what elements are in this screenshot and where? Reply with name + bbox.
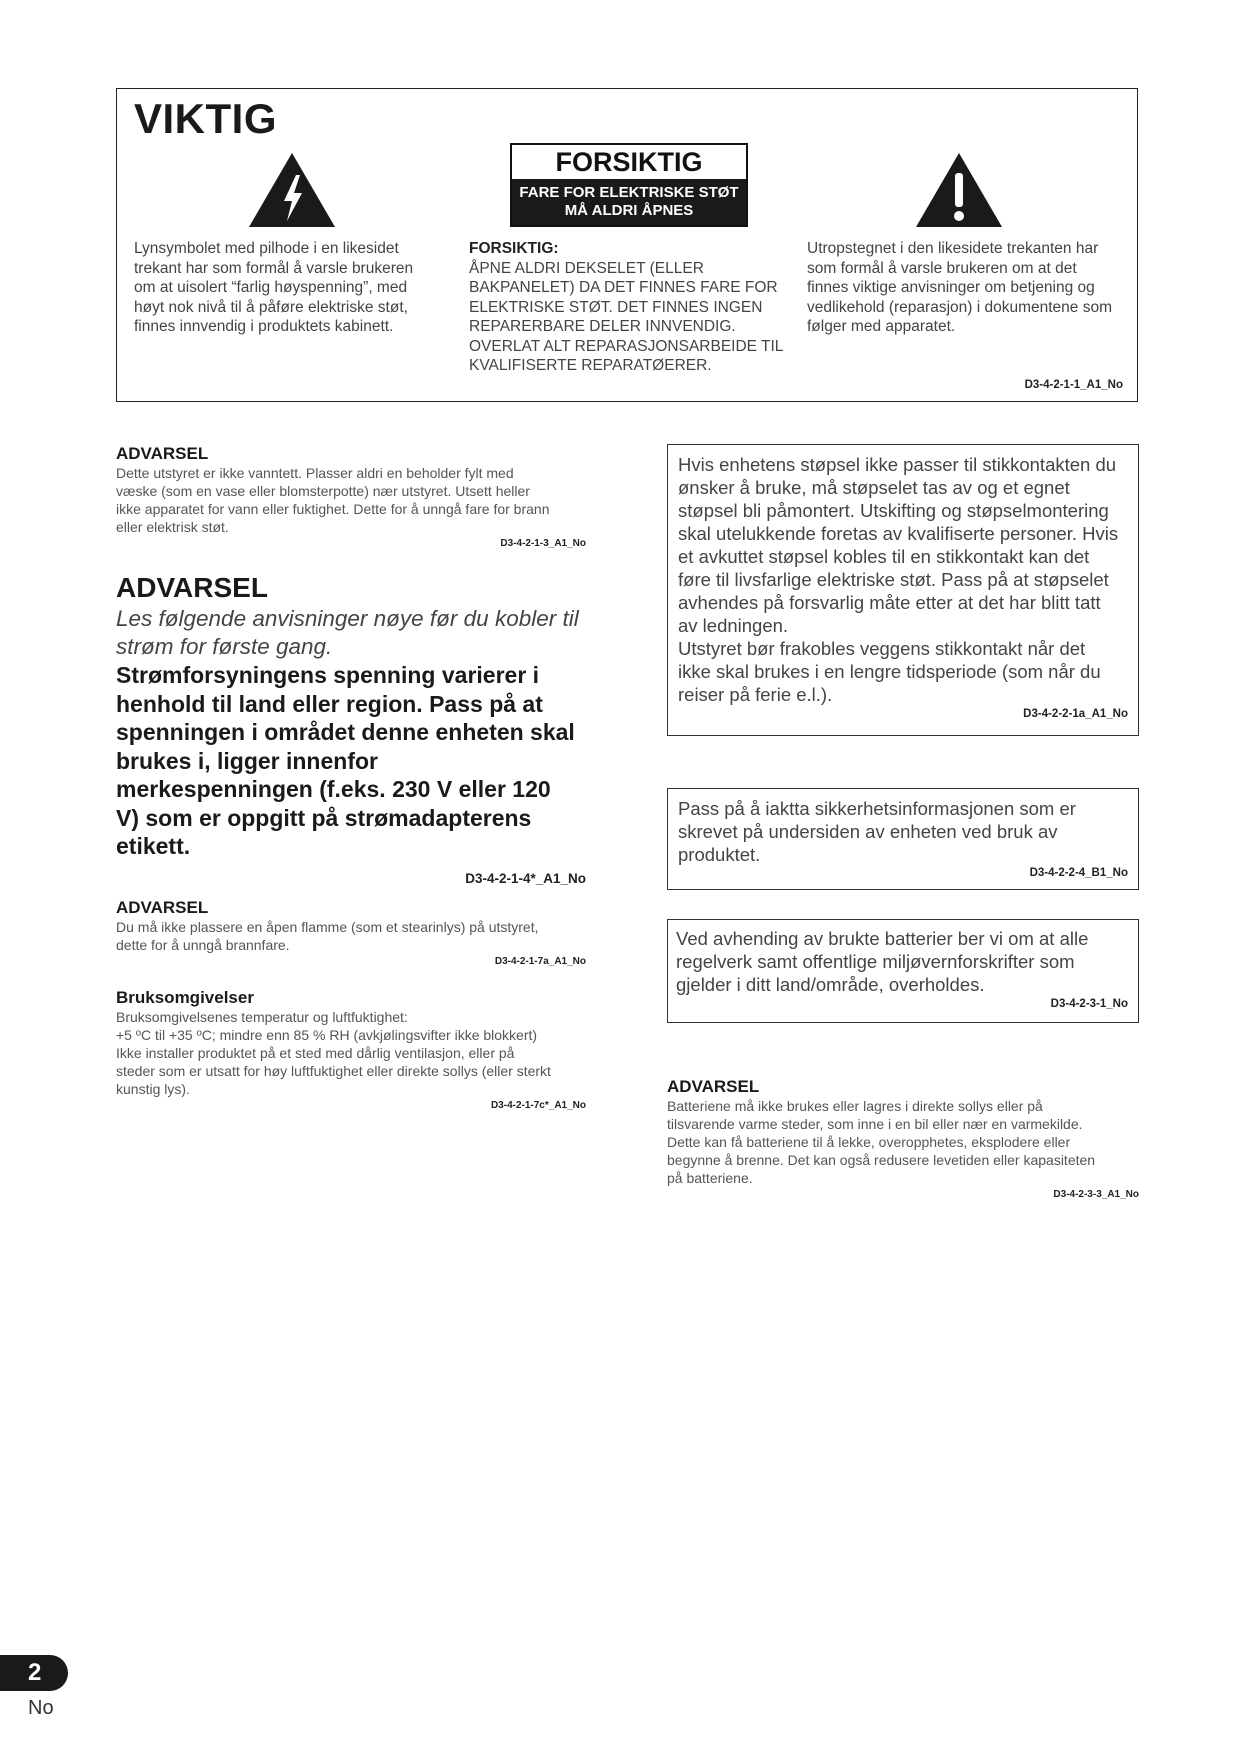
warning-voltage-heading: ADVARSEL — [116, 572, 268, 603]
viktig-code: D3-4-2-1-1_A1_No — [1024, 379, 1123, 391]
warning-voltage-code: D3-4-2-1-4*_A1_No — [465, 870, 586, 886]
battery-disposal-box — [667, 919, 1139, 1023]
operating-environment-text: Bruksomgivelsenes temperatur og luftfuktighet: +5 ºC til +35 ºC; mindre enn 85 % RH (avkjølingsvifter ikke blokkert) Ikke installer produktet på et sted med dårlig ventilasjon, eller på steder som er utsatt for høy luftfuktighet eller direkte sollys (eller sterkt kunstig lys). — [116, 1009, 551, 1097]
warning-battery-text: Batteriene må ikke brukes eller lagres i direkte sollys eller på tilsvarende varme steder, som inne i en bil eller nær en varmekilde. Dette kan få batteriene til å lekke, overopphetes, eksplodere eller begynne å brenne. Det kan også redusere levetiden eller kapasiteten på batteriene. — [667, 1098, 1096, 1186]
safety-info-box-text: Pass på å iaktta sikkerhetsinformasjonen som er skrevet på undersiden av enheten ved bruk av produktet. — [678, 798, 1076, 865]
safety-info-box-code: D3-4-2-2-4_B1_No — [1029, 867, 1128, 879]
warning-flame-heading: ADVARSEL — [116, 898, 209, 917]
page-language: No — [28, 1697, 54, 1719]
plug-box — [667, 444, 1139, 736]
page-number: 2 — [28, 1659, 42, 1686]
warning-water-heading: ADVARSEL — [116, 444, 209, 463]
forsiktig-sign — [510, 143, 748, 227]
operating-environment — [116, 988, 586, 1111]
lightning-description: Lynsymbolet med pilhode i en likesidet trekant har som formål å varsle brukeren om at uisolert “farlig høyspenning”, med høyt nok nivå til å påføre elektriske støt, finnes innvendig i produktets kabinett. — [134, 240, 414, 335]
warning-flame-code: D3-4-2-1-7a_A1_No — [494, 956, 586, 967]
warning-voltage-bold: Strømforsyningens spenning varierer i henhold til land eller region. Pass på at spenningen i området denne enheten skal brukes i, ligger innenfor merkespenningen (f.eks. 230 V eller 120 V) som er oppgitt på strømadapterens etikett. — [116, 662, 575, 859]
warning-flame-text: Du må ikke plassere en åpen flamme (som et stearinlys) på utstyret, dette for å unngå brannfare. — [116, 919, 539, 953]
warning-flame — [116, 898, 586, 967]
operating-environment-heading: Bruksomgivelser — [116, 988, 254, 1007]
exclamation-warning-icon — [914, 151, 1004, 229]
forsiktig-heading: FORSIKTIG: — [469, 240, 559, 257]
warning-water-text: Dette utstyret er ikke vanntett. Plasser aldri en beholder fylt med væske (som en vase eller blomsterpotte) nær utstyret. Utsett heller ikke apparatet for vann eller fuktighet. Dette for å unngå fare for brann eller elektrisk støt. — [116, 465, 550, 535]
battery-disposal-box-text: Ved avhending av brukte batterier ber vi om at alle regelverk samt offentlige miljøvernforskrifter som gjelder i ditt land/område, overholdes. — [676, 928, 1089, 995]
safety-info-box — [667, 788, 1139, 890]
lightning-warning-icon — [247, 151, 337, 229]
warning-water — [116, 444, 586, 549]
viktig-title: VIKTIG — [134, 95, 278, 142]
warning-battery — [667, 1077, 1139, 1200]
warning-water-code: D3-4-2-1-3_A1_No — [500, 538, 586, 549]
forsiktig-sign-subtitle: FARE FOR ELEKTRISKE STØT MÅ ALDRI ÅPNES — [512, 179, 746, 225]
warning-battery-heading: ADVARSEL — [667, 1077, 760, 1096]
forsiktig-description: FORSIKTIG: ÅPNE ALDRI DEKSELET (ELLER BAKPANELET) DA DET FINNES FARE FOR ELEKTRISKE STØT. DET FINNES INGEN REPARERBARE DELER INNVENDIG. OVERLAT ALT REPARASJONSARBEIDE TIL KVALIFISERTE REPARATØERER. — [469, 240, 784, 374]
warning-voltage — [116, 571, 586, 886]
plug-box-code: D3-4-2-2-1a_A1_No — [1023, 708, 1128, 720]
warning-battery-code: D3-4-2-3-3_A1_No — [1053, 1189, 1139, 1200]
warning-voltage-italic: Les følgende anvisninger nøye før du kobler til strøm for første gang. — [116, 606, 579, 659]
exclamation-description: Utropstegnet i den likesidete trekanten har som formål å varsle brukeren om at det finnes viktige anvisninger om betjening og vedlikehold (reparasjon) i dokumentene som følger med apparatet. — [807, 240, 1112, 335]
viktig-box — [116, 88, 1138, 402]
operating-environment-code: D3-4-2-1-7c*_A1_No — [490, 1100, 586, 1111]
forsiktig-sign-title: FORSIKTIG — [555, 147, 703, 177]
battery-disposal-box-code: D3-4-2-3-1_No — [1050, 998, 1128, 1010]
plug-box-text: Hvis enhetens støpsel ikke passer til stikkontakten du ønsker å bruke, må støpselet tas av og et egnet støpsel bli påmontert. Utskifting og støpselmontering skal utelukkende foretas av kvalifiserte personer. Hvis et avkuttet støpsel kobles til en stikkontakt kan det føre til livsfarlige elektriske støt. Pass på at støpselet avhendes på forsvarlig måte etter at det har blitt tatt av ledningen. Utstyret bør frakobles veggens stikkontakt når det ikke skal brukes i en lengre tidsperiode (som når du reiser på ferie e.l.). — [678, 454, 1119, 705]
